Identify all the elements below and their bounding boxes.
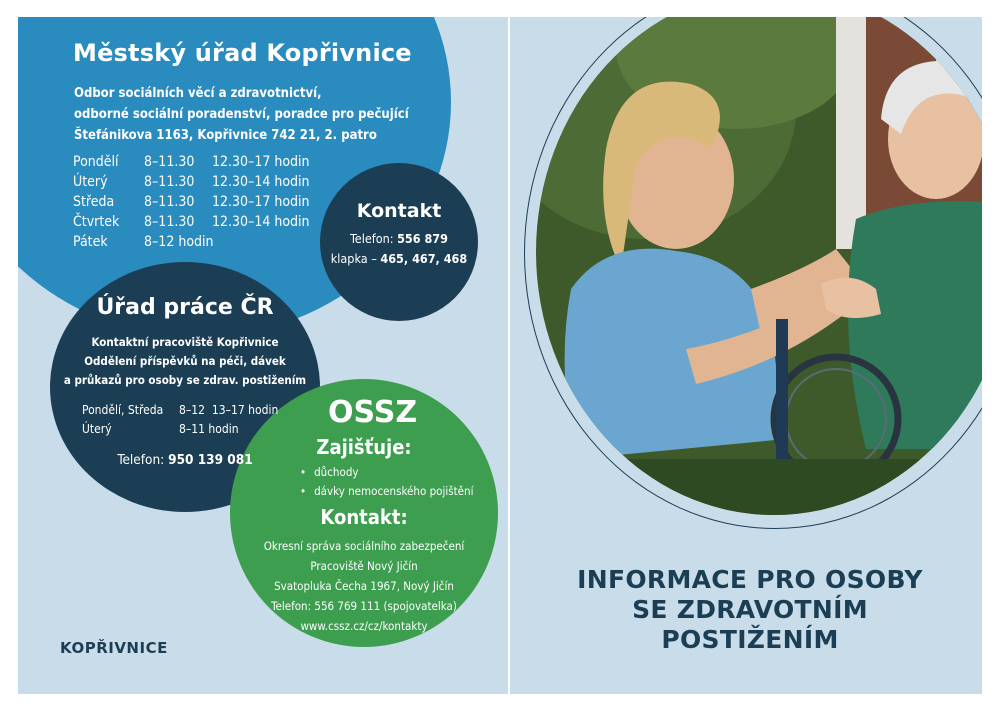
hours-afternoon: 12.30–14 hodin <box>212 214 310 230</box>
hours-afternoon: 12.30–17 hodin <box>212 154 310 170</box>
hours-row <box>73 212 310 232</box>
hours-time: 8–11 hodin <box>179 422 239 436</box>
kontakt-phone-line <box>320 229 478 249</box>
list-item: • důchody <box>300 463 473 482</box>
mestsky-urad-subtitle <box>74 83 454 146</box>
hours-day: Úterý <box>73 174 108 190</box>
mestsky-urad-title: Městský úřad Kopřivnice <box>73 39 412 67</box>
left-panel <box>18 17 508 694</box>
hours-row <box>82 401 278 420</box>
kontakt-ext-line <box>320 249 478 269</box>
ossz-provides-title: Zajišťuje: <box>316 435 412 459</box>
phone-label: Telefon: <box>350 231 394 246</box>
ossz-provides-list <box>300 463 473 501</box>
ossz-contact-line: Okresní správa sociálního zabezpečení <box>263 539 465 553</box>
ossz-contact-line: Pracoviště Nový Jičín <box>310 559 418 573</box>
hours-day: Úterý <box>82 422 112 436</box>
list-item: • dávky nemocenského pojištění <box>300 482 473 501</box>
ossz-title: OSSZ <box>328 395 418 430</box>
hours-afternoon: 12.30–14 hodin <box>212 174 310 190</box>
ossz-contact-details <box>230 536 498 636</box>
urad-prace-hours-table <box>82 401 278 439</box>
kontakt-title: Kontakt <box>356 200 442 222</box>
hours-day: Pondělí <box>73 154 119 170</box>
hours-morning: 8–11.30 <box>144 154 195 170</box>
urad-prace-subtitle-line: a průkazů pro osoby se zdrav. postižením <box>63 373 307 387</box>
hours-afternoon: 12.30–17 hodin <box>212 194 310 210</box>
hours-row <box>73 152 310 172</box>
hours-morning: 8–11.30 <box>144 194 195 210</box>
mestsky-urad-hours-table <box>73 152 310 252</box>
urad-prace-subtitle-line: Oddělení příspěvků na péči, dávek <box>84 354 286 368</box>
ossz-contact-line: Svatopluka Čecha 1967, Nový Jičín <box>274 579 454 593</box>
brochure-title-line: SE ZDRAVOTNÍM <box>632 595 868 624</box>
hours-day: Středa <box>73 194 115 210</box>
ossz-website: www.cssz.cz/cz/kontakty <box>300 619 428 633</box>
hours-day: Čtvrtek <box>73 214 120 230</box>
hours-morning: 8–11.30 <box>144 174 195 190</box>
ossz-contact-line: Telefon: 556 769 111 (spojovatelka) <box>271 599 457 613</box>
phone-number: 950 139 081 <box>168 452 253 468</box>
right-panel <box>510 17 982 694</box>
brochure-title-line: INFORMACE PRO OSOBY <box>577 565 923 594</box>
ossz-contact-title: Kontakt: <box>320 505 408 529</box>
hours-row <box>73 172 310 192</box>
mestsky-urad-subtitle-line: odborné sociální poradenství, poradce pro pečující <box>74 107 409 122</box>
koprivnice-logo: KOPŘIVNICE <box>60 639 168 657</box>
hours-row <box>73 232 310 252</box>
urad-prace-title: Úřad práce ČR <box>96 295 274 320</box>
ext-label: klapka – <box>330 251 377 266</box>
hours-morning: 8–12 hodin <box>144 234 214 250</box>
phone-label: Telefon: <box>117 452 165 468</box>
brochure-title <box>540 565 960 655</box>
urad-prace-subtitle-line: Kontaktní pracoviště Kopřivnice <box>91 335 279 349</box>
hours-morning: 8–11.30 <box>144 214 195 230</box>
hours-day: Pátek <box>73 234 108 250</box>
hours-day: Pondělí, Středa <box>82 403 164 417</box>
urad-prace-subtitle <box>50 333 320 390</box>
mestsky-urad-address: Štefánikova 1163, Kopřivnice 742 21, 2. patro <box>74 128 377 143</box>
brochure-title-line: POSTIŽENÍM <box>661 625 839 654</box>
hours-time: 8–12 13–17 hodin <box>179 403 279 417</box>
ext-numbers: 465, 467, 468 <box>380 251 468 266</box>
hours-row <box>73 192 310 212</box>
phone-number: 556 879 <box>397 231 448 246</box>
mestsky-urad-subtitle-line: Odbor sociálních věcí a zdravotnictví, <box>74 86 322 101</box>
kontakt-details <box>320 229 478 269</box>
